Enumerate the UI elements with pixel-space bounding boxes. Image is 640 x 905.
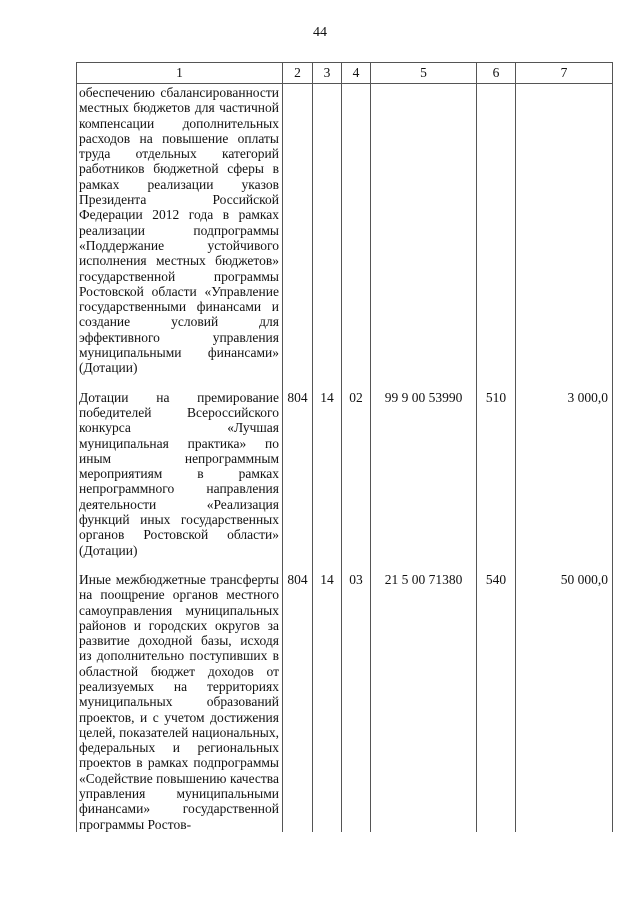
- expense-type-code: [477, 84, 516, 376]
- section-code: [313, 84, 342, 376]
- amount: 50 000,0: [516, 558, 613, 832]
- section-code: 14: [313, 558, 342, 832]
- column-header: 3: [313, 63, 342, 84]
- column-header: 6: [477, 63, 516, 84]
- column-header: 7: [516, 63, 613, 84]
- subsection-code: 02: [342, 376, 371, 558]
- target-code: [371, 84, 477, 376]
- target-code: 21 5 00 71380: [371, 558, 477, 832]
- ministry-code: [283, 84, 313, 376]
- subsection-code: 03: [342, 558, 371, 832]
- budget-table: [76, 62, 613, 832]
- table-row: [77, 558, 613, 832]
- ministry-code: 804: [283, 376, 313, 558]
- column-header: 4: [342, 63, 371, 84]
- table-row: [77, 84, 613, 376]
- subsection-code: [342, 84, 371, 376]
- row-description: Иные межбюджетные трансферты на поощрение органов местного самоуправления муниципальных районов и городских округов за развитие доходной базы, исходя из дополнительно поступивших в областной бюджет доходов от реализуемых на территориях муниципальных образований проектов, и с учетом достижения целей, показателей национальных, федеральных и региональных проектов в рамках подпрограммы «Содействие повышению качества управления муниципальными финансами» государственной программы Ростов-: [77, 558, 283, 832]
- section-code: 14: [313, 376, 342, 558]
- column-header: 1: [77, 63, 283, 84]
- target-code: 99 9 00 53990: [371, 376, 477, 558]
- row-description: Дотации на премирование победителей Всероссийского конкурса «Лучшая муниципальная практика» по иным непрограммным мероприятиям в рамках непрограммного направления деятельности «Реализация функций иных государственных органов Ростовской области» (Дотации): [77, 376, 283, 558]
- row-description: обеспечению сбалансированности местных бюджетов для частичной компенсации дополнительных расходов на повышение оплаты труда отдельных категорий работников бюджетной сферы в рамках реализации указов Президента Российской Федерации 2012 года в рамках реализации подпрограммы «Поддержание устойчивого исполнения местных бюджетов» государственной программы Ростовской области «Управление государственными финансами и создание условий для эффективного управления муниципальными финансами» (Дотации): [77, 84, 283, 376]
- amount: 3 000,0: [516, 376, 613, 558]
- column-header: 5: [371, 63, 477, 84]
- expense-type-code: 510: [477, 376, 516, 558]
- column-header: 2: [283, 63, 313, 84]
- amount: [516, 84, 613, 376]
- header-row: [77, 63, 613, 84]
- ministry-code: 804: [283, 558, 313, 832]
- table-row: [77, 376, 613, 558]
- expense-type-code: 540: [477, 558, 516, 832]
- page-number: 44: [313, 25, 327, 40]
